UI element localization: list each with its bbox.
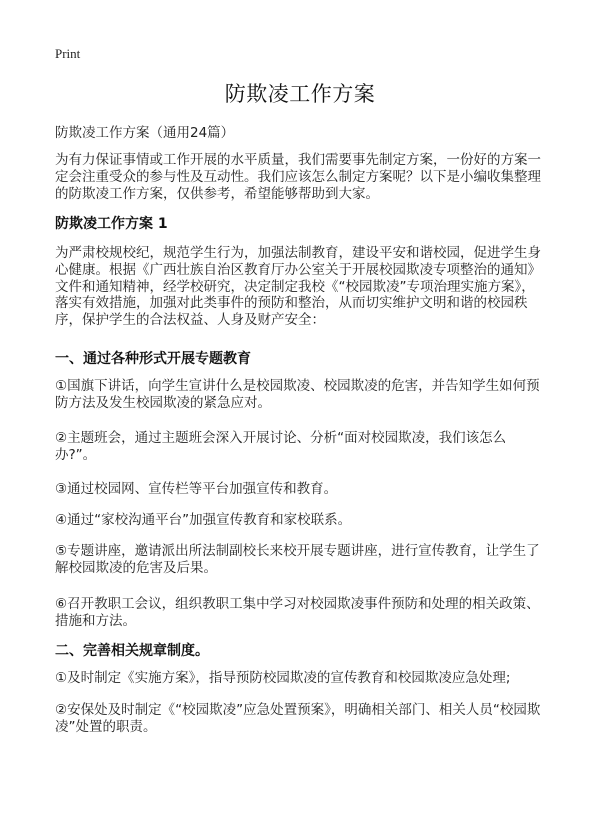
intro-paragraph: 为有力保证事情或工作开展的水平质量，我们需要事先制定方案，一份好的方案一定会注重受众的参与性及互动性。我们应该怎么制定方案呢？以下是小编收集整理的防欺凌工作方案，仅供参考，希望能够帮助到大家。 (55, 152, 541, 202)
list-item: ①国旗下讲话，向学生宣讲什么是校园欺凌、校园欺凌的危害，并告知学生如何预防方法及发生校园欺凌的紧急应对。 (55, 378, 540, 411)
list-item: ④通过“家校沟通平台”加强宣传教育和家校联系。 (55, 512, 352, 528)
part-heading-1: 一、通过各种形式开展专题教育 (55, 351, 251, 367)
list-item: ⑥召开教职工会议，组织教职工集中学习对校园欺凌事件预防和处理的相关政策、措施和方法。 (55, 596, 540, 629)
part-heading-2: 二、完善相关规章制度。 (55, 643, 209, 659)
section-intro-paragraph: 为严肃校规校纪，规范学生行为，加强法制教育，建设平安和谐校园，促进学生身心健康。根据《广西壮族自治区教育厅办公室关于开展校园欺凌专项整治的通知》文件和通知精神，经学校研究，决定制定我校《“校园欺凌”专项治理实施方案》，落实有效措施，加强对此类事件的预防和整治，从而切实维护文明和谐的校园秩序，保护学生的合法权益、人身及财产安全： (55, 245, 541, 329)
list-item: ①及时制定《实施方案》，指导预防校园欺凌的宣传教育和校园欺凌应急处理; (55, 670, 511, 686)
document-subtitle: 防欺凌工作方案（通用24篇） (55, 125, 235, 141)
page-title: 防欺凌工作方案 (224, 82, 376, 106)
list-item: ③通过校园网、宣传栏等平台加强宣传和教育。 (55, 481, 338, 497)
list-item: ⑤专题讲座，邀请派出所法制副校长来校开展专题讲座，进行宣传教育，让学生了解校园欺凌的危害及后果。 (55, 543, 540, 576)
list-item: ②安保处及时制定《“校园欺凌”应急处置预案》，明确相关部门、相关人员“校园欺凌”处置的职责。 (55, 702, 541, 735)
section-heading: 防欺凌工作方案 1 (55, 216, 168, 232)
list-item: ②主题班会，通过主题班会深入开展讨论、分析“面对校园欺凌，我们该怎么办?”。 (55, 430, 507, 463)
print-link[interactable]: Print (55, 46, 81, 61)
